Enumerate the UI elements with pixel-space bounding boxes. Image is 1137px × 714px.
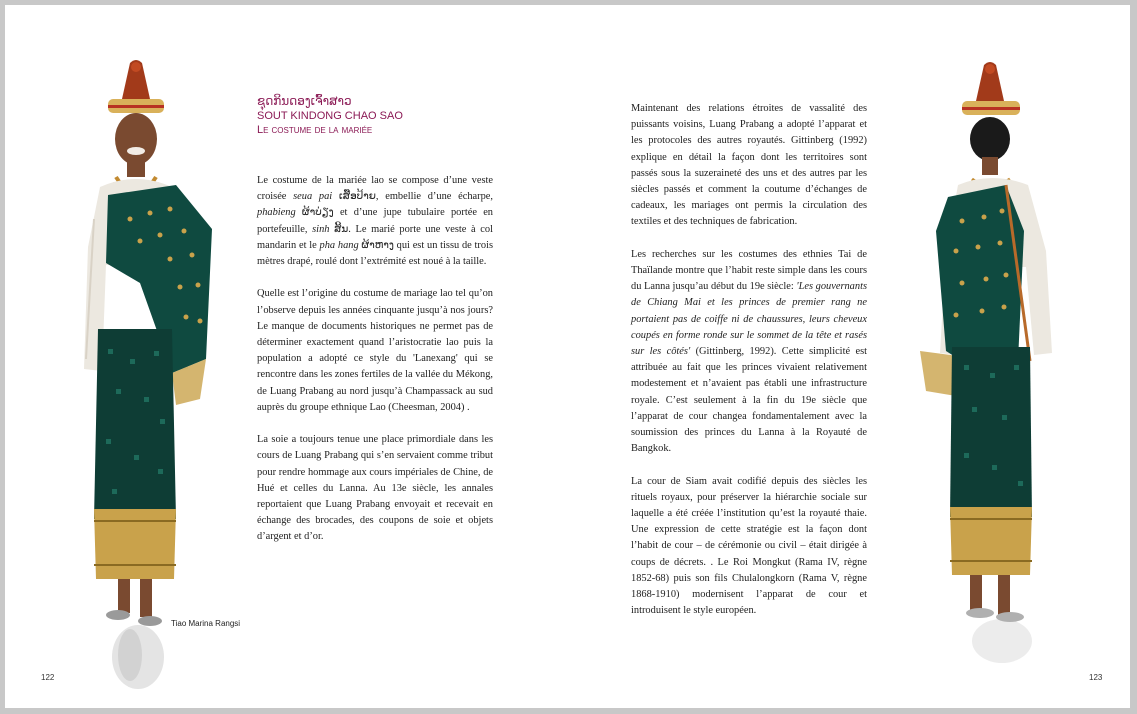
left-body-text: [257, 173, 493, 546]
body-paragraph: [257, 286, 493, 416]
right-body-text: [631, 101, 867, 619]
text-run: (Gittinberg, 1992). Cette simplicité est attribuée au fait que les princes vivaient relativement modestement et n’avaient pas établi une infrastructure royale. C’est seulement à la fin du 19e siècle que l’apparat de cour changea fondamentalement avec la soumission des princes du Lanna à la Royauté de Bangkok.: [631, 346, 868, 455]
right-page: [568, 5, 1130, 708]
bride-back-photo: [906, 61, 1076, 671]
text-run: La cour de Siam avait codifié depuis des siècles les rituels royaux, pour préserver la hiérarchie sociale sur laquelle a été créée l’institution qu’est la royauté thaie. Une expression de cette stratégie est la façon dont l’habit de cour – de cérémonie ou civil – était dirigée à coups de décrets. . Le Roi Mongkut (Rama IV, règne 1852-68) puis son fils Chulalongkorn (Rama V, règne 1868-1910) modernisent l’apparat de cour et introduisent le style européen.: [631, 475, 867, 617]
body-paragraph: [257, 432, 493, 545]
book-spread: [5, 5, 1130, 708]
italic-run: phabieng: [257, 207, 296, 219]
text-run: Maintenant des relations étroites de vassalité des puissants voisins, Luang Prabang a adopté l’apparat et les protocoles des autres royautés. Gittinberg (1992) explique en détail la façon dont les territoires sont passés sous la suzeraineté des uns et des autres par les siècles passés et comment la coutume d’échanges de cadeaux, les mariages ont permis la circulation des textiles et des techniques de fabrication.: [631, 103, 867, 228]
italic-run: seua pai: [293, 191, 333, 203]
title-line-1: SOUT KINDONG CHAO SAO: [257, 110, 403, 122]
bride-front-photo: [60, 59, 230, 709]
text-run: La soie a toujours tenue une place primordiale dans les cours de Luang Prabang qui s’en servaient comme tribut pour rendre hommage aux cours impériales de Chine, de Hué et celles du Lanna. Au 13e siècle, les annales reportaient que Luang Prabang envoyait et recevait en échange des brocades, des coupons de soie et objets d’argent et d’or.: [257, 434, 493, 543]
text-run: Les recherches sur les costumes des ethnies Tai de Thaïlande montre que l’habit reste simple dans les cours du Lanna jusqu’au début du 19e siècle:: [631, 248, 867, 293]
italic-run: pha hang: [319, 239, 359, 251]
title-lao: ຊຸດກິນດອງເຈົ້າສາວ: [257, 94, 352, 108]
photo-caption: Tiao Marina Rangsi: [171, 619, 241, 628]
italic-run: sinh: [312, 223, 330, 235]
text-run: Le costume de la mariée lao se compose d’une veste croisée: [257, 175, 493, 203]
body-paragraph: [631, 474, 867, 620]
text-run: Quelle est l’origine du costume de mariage lao tel qu’on l’observe depuis les années cinquante jusqu’à nos jours? Le manque de documents historiques ne permet pas de déterminer exactement quand l’aristocratie lao puis la population a adopté ce style du 'Lanexang' qui se rencontre dans les zones fertiles de la vallée du Mékong, de Luang Prabang au nord jusqu’à Champassack au sud auprès du groupe ethnique Lao (Cheesman, 2004) .: [257, 288, 493, 413]
italic-run: 'Les gouvernants de Chiang Mai et les princes de premier rang ne portaient pas de coiffe ni de chaussures, leurs cheveux coupés en forme ronde sur le sommet de la tête et rasés sur les côtés': [631, 281, 868, 358]
body-paragraph: [631, 247, 867, 458]
chapter-title: [257, 93, 497, 137]
body-paragraph: [631, 101, 867, 231]
page-number-right: 123: [1089, 673, 1103, 682]
title-line-2: Le costume de la mariée: [257, 124, 373, 136]
left-page: [5, 5, 567, 708]
text-run: ສິ້ນ. Le marié porte une veste à col mandarin et le: [257, 223, 493, 251]
body-paragraph: [257, 173, 493, 270]
text-run: ເສື້ອປ້າຍ, embellie d’une écharpe,: [332, 191, 493, 203]
text-run: ຜ້າຫາງ qui est un tissu de trois mètres drapé, roulé dont l’extrémité est noué à la taille.: [257, 239, 494, 268]
text-run: ຜ້າບ່ຽງ et d’une jupe tubulaire portée en portefeuille,: [257, 207, 493, 235]
page-number-left: 122: [41, 673, 55, 682]
